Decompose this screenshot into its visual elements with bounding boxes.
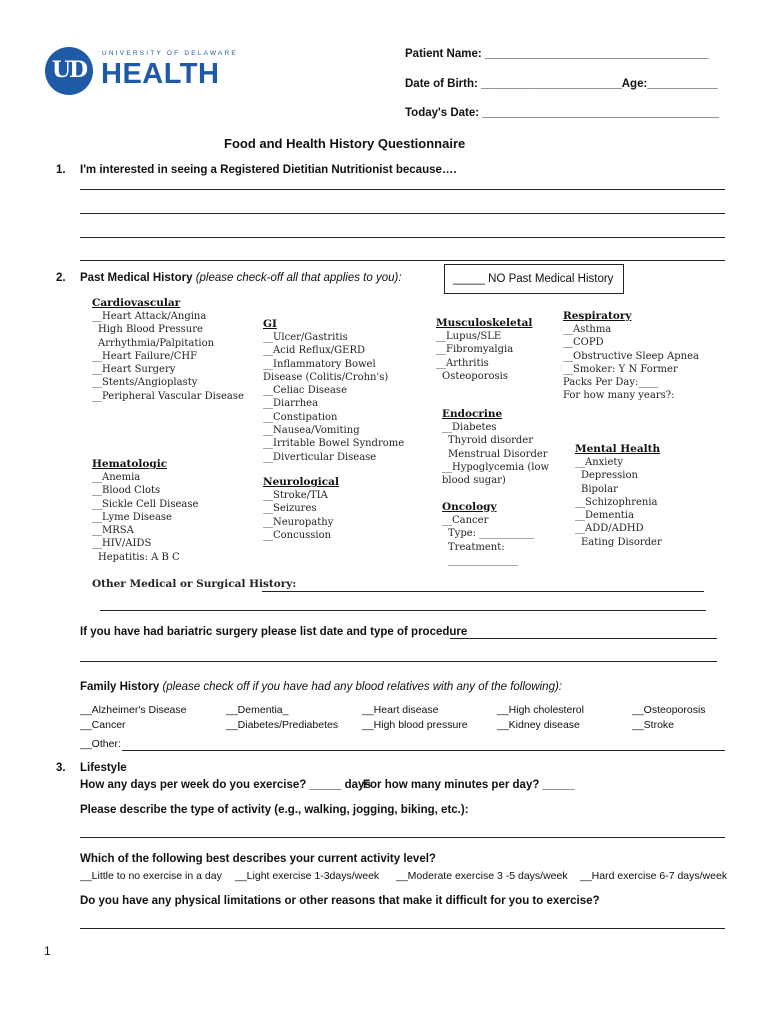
- respiratory-section: [563, 310, 699, 403]
- checklist-item[interactable]: __Anemia: [92, 472, 141, 483]
- q1-number: 1.: [56, 164, 66, 176]
- mental-health-heading: Mental Health: [575, 443, 661, 455]
- q2-number: 2.: [56, 272, 66, 284]
- checklist-item[interactable]: Thyroid disorder: [448, 435, 533, 447]
- hematologic-section: [92, 458, 198, 564]
- checklist-item[interactable]: Depression: [581, 470, 638, 482]
- respiratory-heading: Respiratory: [563, 310, 632, 322]
- family-item[interactable]: __Stroke: [632, 719, 675, 731]
- family-item[interactable]: __Osteoporosis: [632, 704, 706, 716]
- oncology-treatment-label: Treatment:: [448, 541, 505, 553]
- activity-level-question: Which of the following best describes your current activity level?: [80, 853, 436, 865]
- family-other-label: __Other:: [80, 738, 121, 750]
- checklist-item[interactable]: __Diabetes: [442, 422, 497, 433]
- gi-section: [263, 318, 404, 464]
- oncology-type-field[interactable]: Type: ___________: [448, 528, 535, 540]
- checklist-item[interactable]: __Dementia: [575, 510, 634, 522]
- page-number: 1: [44, 944, 51, 958]
- family-item[interactable]: __Dementia_: [226, 704, 289, 716]
- checklist-item[interactable]: __Neuropathy: [263, 516, 334, 528]
- checklist-item[interactable]: Bipolar: [581, 483, 618, 495]
- checklist-item[interactable]: __HIV/AIDS: [92, 538, 152, 550]
- mental-health-section: [575, 443, 662, 549]
- family-history-label: Family History: [80, 681, 163, 693]
- checklist-item[interactable]: __ADD/ADHD: [575, 523, 644, 535]
- q2-header: [80, 272, 402, 284]
- checklist-item[interactable]: __Stents/Angioplasty: [92, 377, 198, 389]
- age-label: Age:: [621, 78, 648, 90]
- checklist-item[interactable]: __Constipation: [263, 411, 338, 423]
- page-title: Food and Health History Questionnaire: [224, 136, 466, 151]
- checklist-item[interactable]: For how many years?:: [563, 390, 675, 402]
- oncology-treatment-field[interactable]: ______________: [448, 554, 518, 566]
- checklist-item[interactable]: Menstrual Disorder: [448, 448, 548, 460]
- dob-label: Date of Birth:: [405, 78, 482, 90]
- family-history-hint: (please check off if you have had any blood relatives with any of the following):: [162, 681, 562, 693]
- checklist-item[interactable]: __Concussion: [263, 529, 332, 541]
- checklist-item[interactable]: __COPD: [563, 337, 604, 349]
- q1-answer-line-3[interactable]: [80, 237, 725, 238]
- gi-heading: GI: [263, 318, 277, 330]
- checklist-item[interactable]: __Celiac Disease: [263, 385, 347, 397]
- checklist-item[interactable]: __Heart Failure/CHF: [92, 350, 198, 362]
- activity-type-question: Please describe the type of activity (e.g., walking, jogging, biking, etc.):: [80, 804, 469, 816]
- neurological-section: [263, 476, 339, 542]
- other-history-line-2[interactable]: [100, 610, 706, 611]
- other-history-line-1[interactable]: [262, 591, 704, 592]
- oncology-heading: Oncology: [442, 501, 497, 513]
- checklist-item[interactable]: __Schizophrenia: [575, 496, 658, 508]
- activity-level-option[interactable]: __Little to no exercise in a day: [80, 870, 222, 882]
- endocrine-section: [442, 408, 549, 487]
- exercise-minutes-question[interactable]: For how many minutes per day? _____: [363, 779, 575, 791]
- patient-name-field[interactable]: ___________________________________: [484, 48, 709, 60]
- family-other-line[interactable]: [122, 750, 725, 751]
- checklist-item[interactable]: __Seizures: [263, 503, 317, 515]
- family-item[interactable]: __Diabetes/Prediabetes: [226, 719, 339, 731]
- checklist-item[interactable]: __MRSA: [92, 525, 134, 537]
- bariatric-line-1[interactable]: [450, 638, 717, 639]
- neurological-heading: Neurological: [263, 476, 339, 488]
- dob-row: [405, 78, 718, 90]
- checklist-item[interactable]: __Obstructive Sleep Apnea: [563, 350, 699, 362]
- checklist-item[interactable]: High Blood Pressure: [98, 324, 203, 336]
- activity-level-option[interactable]: __Moderate exercise 3 -5 days/week: [396, 870, 568, 882]
- checklist-item[interactable]: __Fibromyalgia: [436, 344, 514, 356]
- checklist-item[interactable]: __Heart Attack/Angina: [92, 311, 207, 322]
- checklist-item[interactable]: __Inflammatory Bowel: [263, 358, 376, 370]
- q1-answer-line-2[interactable]: [80, 213, 725, 214]
- checklist-item[interactable]: __Anxiety: [575, 457, 624, 468]
- checklist-item[interactable]: __Cancer: [442, 515, 489, 526]
- activity-level-option[interactable]: __Light exercise 1-3days/week: [235, 870, 380, 882]
- limitations-question: Do you have any physical limitations or other reasons that make it difficult for you to exercise?: [80, 895, 600, 907]
- logo: [44, 46, 238, 96]
- musculoskeletal-section: [436, 317, 532, 383]
- no-history-label: _____ NO Past Medical History: [453, 273, 614, 285]
- checklist-item[interactable]: Disease (Colitis/Crohn's): [263, 371, 389, 383]
- checklist-item[interactable]: __Smoker: Y N Former: [563, 363, 678, 375]
- checklist-item[interactable]: Hepatitis: A B C: [98, 551, 180, 563]
- activity-level-option[interactable]: __Hard exercise 6-7 days/week: [580, 870, 728, 882]
- checklist-item[interactable]: __Arthritis: [436, 357, 489, 369]
- other-history-label: Other Medical or Surgical History:: [92, 578, 297, 590]
- checklist-item[interactable]: __Lyme Disease: [92, 511, 172, 523]
- checklist-item[interactable]: __Diarrhea: [263, 398, 319, 410]
- family-item[interactable]: __Alzheimer's Disease: [80, 704, 187, 716]
- q2-label: Past Medical History: [80, 272, 196, 284]
- q3-number: 3.: [56, 762, 66, 774]
- hematologic-heading: Hematologic: [92, 458, 168, 470]
- no-history-box[interactable]: [444, 264, 624, 294]
- family-item[interactable]: __Kidney disease: [497, 719, 580, 731]
- checklist-item[interactable]: __Peripheral Vascular Disease: [92, 390, 244, 402]
- q1-text: I'm interested in seeing a Registered Dietitian Nutritionist because….: [80, 164, 457, 176]
- logo-monogram: UD: [51, 57, 87, 83]
- cardiovascular-heading: Cardiovascular: [92, 297, 181, 309]
- q1-answer-line-1[interactable]: [80, 189, 725, 190]
- todays-date-label: Today's Date:: [405, 107, 483, 119]
- checklist-item[interactable]: __Blood Clots: [92, 485, 161, 497]
- patient-name-label: Patient Name:: [405, 48, 485, 60]
- family-history-header: [80, 681, 562, 693]
- dob-field[interactable]: ______________________: [481, 78, 622, 90]
- checklist-item[interactable]: __Ulcer/Gastritis: [263, 332, 348, 343]
- checklist-item[interactable]: __Asthma: [563, 324, 612, 335]
- endocrine-heading: Endocrine: [442, 408, 503, 420]
- cardiovascular-section: [92, 297, 244, 403]
- checklist-item[interactable]: __Lupus/SLE: [436, 331, 502, 342]
- checklist-item[interactable]: __Hypoglycemia (low: [442, 461, 550, 473]
- checklist-item: blood sugar): [442, 475, 506, 487]
- family-item[interactable]: __High cholesterol: [497, 704, 584, 716]
- q1-answer-line-4[interactable]: [80, 260, 725, 261]
- todays-date-row: [405, 107, 719, 119]
- bariatric-label: If you have had bariatric surgery please list date and type of procedure: [80, 626, 468, 638]
- activity-type-line[interactable]: [80, 837, 725, 838]
- checklist-item[interactable]: __Irritable Bowel Syndrome: [263, 438, 405, 450]
- checklist-item[interactable]: Arrhythmia/Palpitation: [98, 337, 215, 349]
- checklist-item[interactable]: __Diverticular Disease: [263, 451, 377, 463]
- oncology-section: [442, 501, 534, 567]
- checklist-item[interactable]: __Stroke/TIA: [263, 490, 328, 501]
- checklist-item[interactable]: Eating Disorder: [581, 536, 662, 548]
- checklist-item[interactable]: __Nausea/Vomiting: [263, 425, 360, 437]
- todays-date-field[interactable]: _____________________________________: [482, 107, 719, 119]
- musculoskeletal-heading: Musculoskeletal: [436, 317, 533, 329]
- family-item[interactable]: __Cancer: [80, 719, 126, 731]
- q2-hint: (please check-off all that applies to you):: [195, 272, 402, 284]
- logo-health: HEALTH: [101, 58, 220, 90]
- checklist-item[interactable]: Osteoporosis: [442, 370, 508, 382]
- family-item[interactable]: __High blood pressure: [362, 719, 468, 731]
- checklist-item[interactable]: Packs Per Day:____: [563, 377, 659, 389]
- patient-name-row: [405, 48, 709, 60]
- logo-university: UNIVERSITY OF DELAWARE: [102, 50, 238, 57]
- q3-title: Lifestyle: [80, 762, 127, 774]
- checklist-item[interactable]: __Acid Reflux/GERD: [263, 345, 366, 357]
- limitations-line[interactable]: [80, 928, 725, 929]
- bariatric-line-2[interactable]: [80, 661, 717, 662]
- checklist-item[interactable]: __Heart Surgery: [92, 364, 176, 376]
- age-field[interactable]: ___________: [647, 78, 718, 90]
- checklist-item[interactable]: __Sickle Cell Disease: [92, 498, 199, 510]
- exercise-days-question[interactable]: How any days per week do you exercise? _____ days: [80, 779, 371, 791]
- family-item[interactable]: __Heart disease: [362, 704, 439, 716]
